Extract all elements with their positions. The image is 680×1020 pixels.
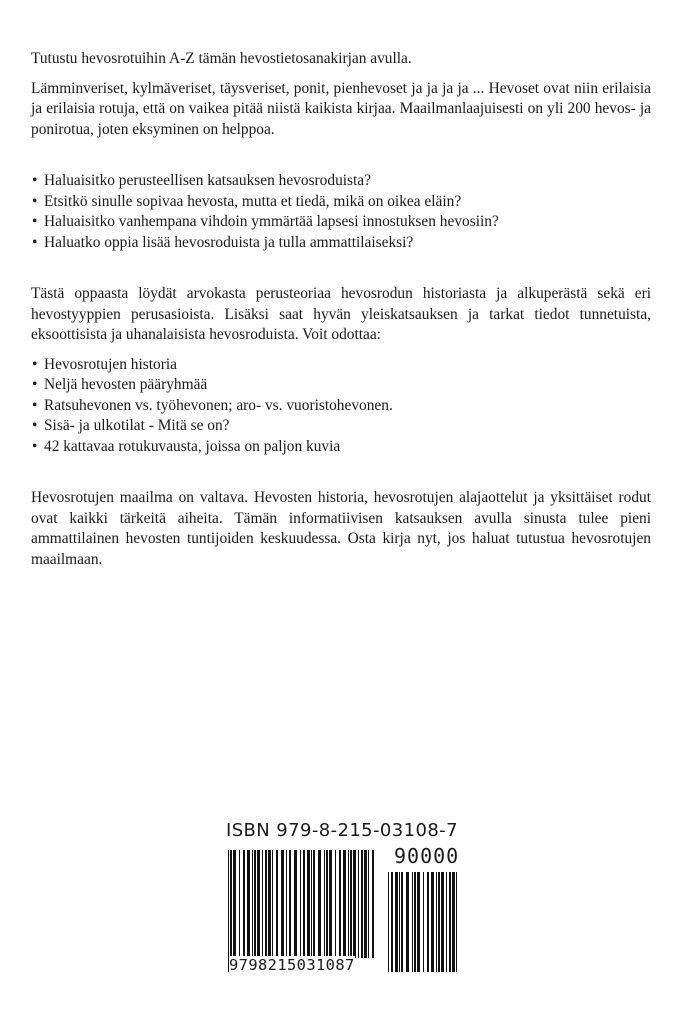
barcode-bar — [391, 872, 393, 972]
barcode-bar — [343, 850, 346, 958]
barcode-bar — [281, 850, 284, 958]
list-item: • Sisä- ja ulkotilat - Mitä se on? — [31, 416, 651, 437]
barcode-bar — [446, 872, 447, 972]
barcode-bar — [254, 850, 256, 958]
barcode-bar — [318, 850, 321, 958]
barcode-bar — [339, 850, 341, 958]
barcode-bar — [289, 850, 291, 958]
question-list — [31, 171, 651, 253]
back-cover-text — [31, 49, 651, 570]
barcode-bar — [423, 872, 424, 972]
description-paragraph: Lämminveriset, kylmäveriset, täysveriset, ponit, pienhevoset ja ja ja ja ... Hevoset ovat niin erilaisia ja erilaisia rotuja, että on vaikea pitää niistä kaikista kirjaa. Maailmanlaajuisesti on yli 200 hevos- ja ponirotua, joten eksyminen on helppoa. — [31, 79, 651, 138]
barcode-bar — [372, 850, 374, 958]
barcode-bar — [257, 850, 260, 958]
barcode-bar — [247, 850, 250, 958]
barcode-bar — [286, 850, 287, 958]
barcode-bar — [228, 850, 229, 972]
barcode-bar — [350, 850, 352, 958]
barcode-bar — [272, 850, 273, 958]
ean-barcode-bars — [228, 850, 376, 972]
barcode-bar — [401, 872, 403, 972]
barcode-bar — [326, 850, 328, 958]
barcode-bar — [243, 850, 245, 958]
barcode-bar — [311, 850, 312, 958]
barcode-bar — [335, 850, 336, 958]
barcode-bar — [324, 850, 325, 958]
barcode-bar — [368, 850, 369, 958]
barcode-bar — [303, 850, 305, 972]
guide-paragraph: Tästä oppaasta löydät arvokasta perusteoriaa hevosrodun historiasta ja alkuperästä sekä eri hevostyyppien perusasioista. Lisäksi saat hyvän yleiskatsauksen ja tarkat tiedot tunnetuista, eksoottisista ja uhanalaisista hevosroduista. Voit odottaa: — [31, 285, 651, 343]
expect-list — [31, 355, 651, 458]
barcode-bar — [313, 850, 315, 958]
closing-paragraph: Hevosrotujen maailma on valtava. Hevosten historia, hevosrotujen alajaottelut ja yksittäiset rodut ovat kaikki tärkeitä aiheita. Tämän informatiivisen katsauksen avulla sinusta tulee pieni ammattilainen hevosten tuntijoiden keskuudessa. Osta kirja nyt, jos haluat tutustua hevosrotujen maailmaan. — [31, 489, 651, 568]
barcode-bar — [276, 850, 278, 958]
barcode-bar — [414, 872, 416, 972]
list-item: • Ratsuhevonen vs. työhevonen; aro- vs. vuoristohevonen. — [31, 396, 651, 417]
barcode-bar — [233, 850, 236, 958]
barcode-bar — [358, 850, 359, 958]
barcode-bar — [406, 872, 409, 972]
list-item: • Etsitkö sinulle sopivaa hevosta, mutta et tiedä, mikä on oikea eläin? — [31, 192, 651, 213]
barcode-bar — [449, 872, 451, 972]
price-addon-digits: 90000 — [394, 844, 460, 868]
barcode-bar — [300, 850, 301, 958]
barcode-bar — [417, 872, 420, 972]
barcode-bar — [441, 872, 444, 972]
barcode-bar — [436, 872, 437, 972]
ean-digits: 9798215031087 — [229, 956, 355, 974]
barcode-bar — [361, 850, 363, 958]
isbn-barcode — [226, 820, 462, 990]
barcode-bar — [307, 850, 310, 972]
barcode-bar — [431, 872, 434, 972]
barcode-bar — [438, 872, 440, 972]
barcode-bar — [395, 872, 398, 972]
list-item: • Hevosrotujen historia — [31, 355, 651, 376]
list-item: • Neljä hevosten pääryhmää — [31, 375, 651, 396]
list-item: • Haluatko oppia lisää hevosroduista ja tulla ammattilaiseksi? — [31, 233, 651, 254]
barcode-bar — [399, 872, 400, 972]
barcode-bar — [353, 850, 356, 958]
barcode-bar — [412, 872, 413, 972]
barcode-bar — [262, 850, 263, 958]
barcode-bar — [239, 850, 240, 958]
barcode-bar — [265, 850, 267, 958]
intro-paragraph: Tutustu hevosrotuihin A-Z tämän hevostietosanakirjan avulla. — [31, 50, 412, 67]
barcode-bar — [452, 872, 455, 972]
barcode-bar — [329, 850, 332, 958]
list-item: • 42 kattavaa rotukuvausta, joissa on paljon kuvia — [31, 437, 651, 458]
barcode-bar — [252, 850, 253, 958]
barcode-bar — [294, 850, 297, 958]
list-item: • Haluaisitko perusteellisen katsauksen hevosroduista? — [31, 171, 651, 192]
isbn-label: ISBN 979-8-215-03108-7 — [226, 820, 458, 841]
barcode-bar — [230, 850, 232, 972]
barcode-bar — [268, 850, 271, 958]
barcode-bar — [364, 850, 367, 958]
barcode-bar — [427, 872, 429, 972]
list-item: • Haluaisitko vanhempana vihdoin ymmärtää lapsesi innostuksen hevosiin? — [31, 212, 651, 233]
addon-barcode-bars — [388, 872, 460, 972]
barcode-bar — [348, 850, 349, 958]
barcode-bar — [456, 872, 457, 972]
